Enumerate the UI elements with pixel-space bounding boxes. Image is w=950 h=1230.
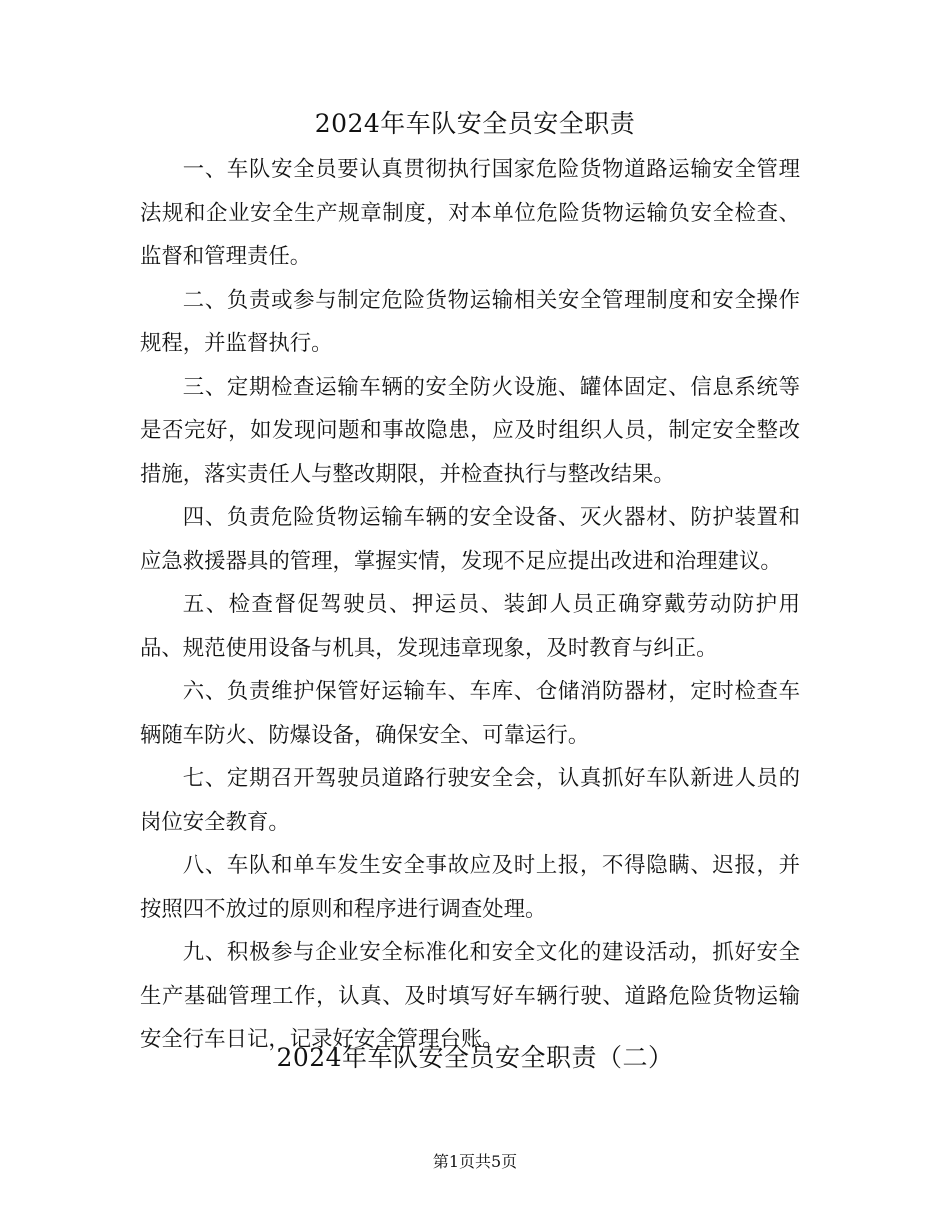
paragraph-4: 四、负责危险货物运输车辆的安全设备、灭火器材、防护装置和应急救援器具的管理，掌握实情，发现不足应提出改进和治理建议。 (140, 505, 800, 574)
paragraph-5: 五、检查督促驾驶员、押运员、装卸人员正确穿戴劳动防护用品、规范使用设备与机具，发现违章现象，及时教育与纠正。 (140, 592, 800, 661)
document-title: 2024年车队安全员安全职责 (314, 109, 636, 138)
paragraph-3: 三、定期检查运输车辆的安全防火设施、罐体固定、信息系统等是否完好，如发现问题和事故隐患，应及时组织人员，制定安全整改措施，落实责任人与整改期限，并检查执行与整改结果。 (140, 374, 800, 487)
document-body (140, 148, 800, 1062)
paragraph-7: 七、定期召开驾驶员道路行驶安全会，认真抓好车队新进人员的岗位安全教育。 (140, 766, 800, 835)
paragraph-1: 一、车队安全员要认真贯彻执行国家危险货物道路运输安全管理法规和企业安全生产规章制度，对本单位危险货物运输负安全检查、监督和管理责任。 (140, 157, 800, 269)
section-title-part-two: 2024年车队安全员安全职责（二） (276, 1043, 674, 1072)
page-number: 第1页共5页 (432, 1152, 518, 1171)
paragraph-9: 九、积极参与企业安全标准化和安全文化的建设活动，抓好安全生产基础管理工作，认真、及时填写好车辆行驶、道路危险货物运输安全行车日记，记录好安全管理台账。 (140, 940, 800, 1052)
paragraph-2: 二、负责或参与制定危险货物运输相关安全管理制度和安全操作规程，并监督执行。 (140, 287, 800, 356)
paragraph-8: 八、车队和单车发生安全事故应及时上报，不得隐瞒、迟报，并按照四不放过的原则和程序进行调查处理。 (140, 853, 800, 922)
paragraph-6: 六、负责维护保管好运输车、车库、仓储消防器材，定时检查车辆随车防火、防爆设备，确保安全、可靠运行。 (140, 679, 800, 748)
